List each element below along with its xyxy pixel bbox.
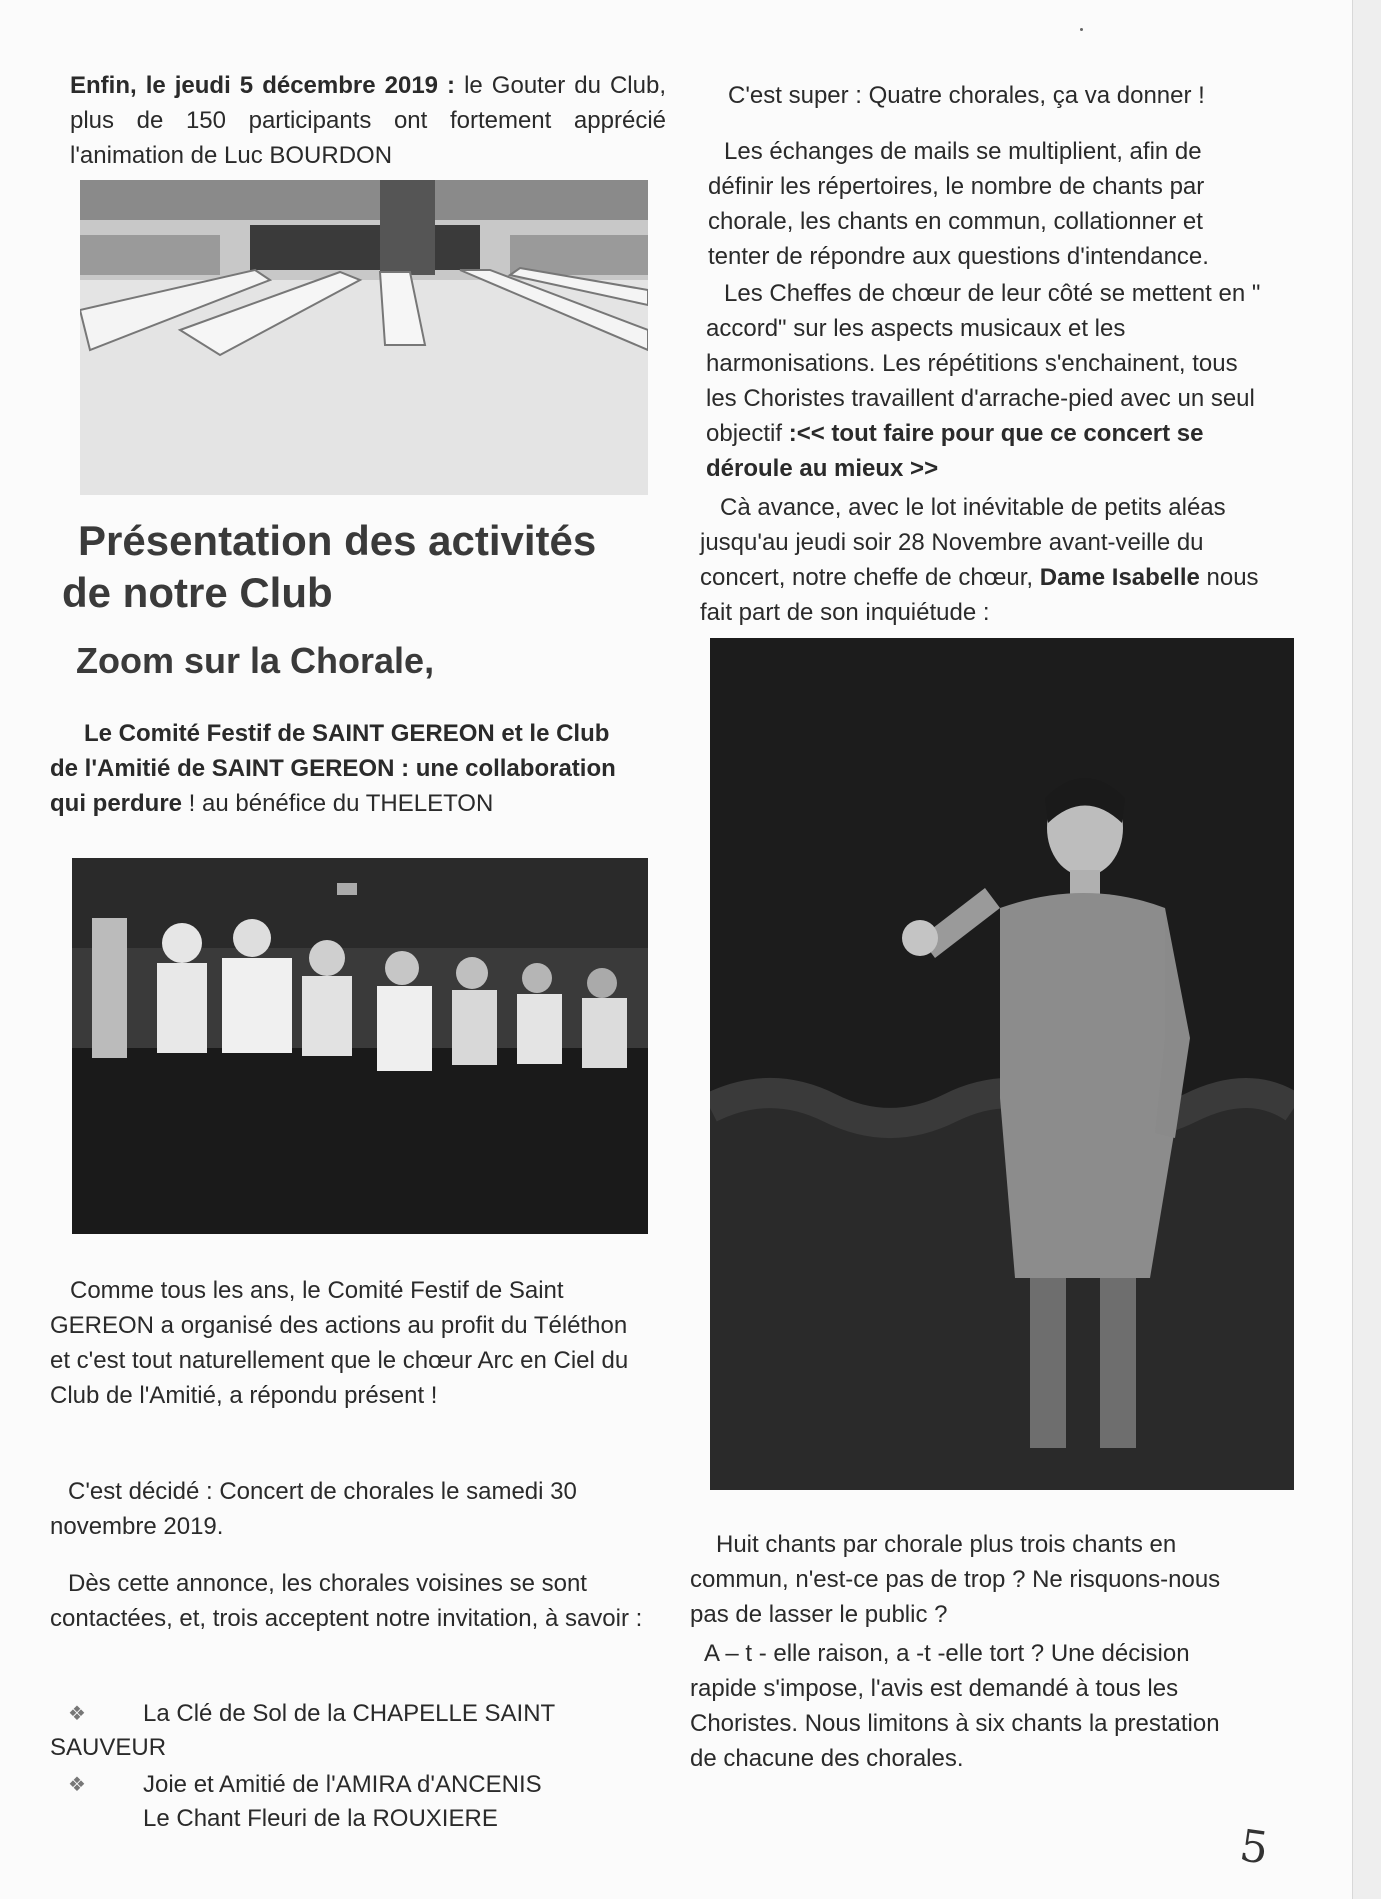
para-avance-bold: Dame Isabelle [1039,564,1200,591]
subtitle: Zoom sur la Chorale, [76,640,435,681]
title-line-1: Présentation des activités [78,517,597,564]
para-avance-text: Cà avance, avec le lot inévitable de petits aléas jusqu'au jeudi soir 28 Novembre avant-veille du concert, notre cheffe de chœur, [700,494,1226,591]
para-cheffes-text: Les Cheffes de chœur de leur côté se mettent en " accord" sur les aspects musicaux et les harmonisations. Les répétitions s'enchainent, tous les Choristes travaillent d'arrache-pied avec un seul objectif [706,280,1261,447]
para-cheffes [706,276,1271,486]
intro-paragraph [50,68,666,173]
collab-text: ! au bénéfice du THELETON [182,790,494,817]
collab-paragraph [50,716,640,821]
para-mails-text: Les échanges de mails se multiplient, afin de définir les répertoires, le nombre de chants par chorale, les chants en commun, collationner et tenter de répondre aux questions d'intendance. [708,138,1209,270]
para-invitation [50,1566,650,1636]
para-avance [700,490,1280,630]
section-title [62,515,596,619]
para-raison-text: A – t - elle raison, a -t -elle tort ? Une décision rapide s'impose, l'avis est demandé à tous les Choristes. Nous limitons à six chants la prestation de chacune des chorales. [690,1640,1220,1772]
choir-photo [72,858,648,1234]
para-mails [708,134,1268,274]
choir-item-1 [50,1697,670,1765]
choir-item-3-text: Le Chant Fleuri de la ROUXIERE [143,1805,498,1832]
para-huit [690,1527,1250,1632]
diamond-bullet-icon: ❖ [68,1774,86,1796]
para-decided-text: C'est décidé : Concert de chorales le samedi 30 novembre 2019. [50,1478,577,1540]
para-telethon [50,1273,650,1413]
title-line-2: de notre Club [62,569,333,616]
conductor-photo [710,638,1294,1490]
para-invitation-text: Dès cette annonce, les chorales voisines se sont contactées, et, trois acceptent notre invitation, à savoir : [50,1570,643,1632]
para-raison [690,1636,1250,1776]
choir-item-2 [50,1768,670,1836]
intro-date: Enfin, le jeudi 5 décembre 2019 : [70,72,456,99]
para-super [690,78,1290,113]
page-number: 5 [1236,1820,1272,1875]
choir-item-2-text: Joie et Amitié de l'AMIRA d'ANCENIS [143,1771,542,1798]
para-super-text: C'est super : Quatre chorales, ça va donner ! [728,82,1205,109]
collab-bold: Le Comité Festif de SAINT GEREON et le Club de l'Amitié de SAINT GEREON : une collaboration qui perdure [50,720,616,817]
para-telethon-text: Comme tous les ans, le Comité Festif de Saint GEREON a organisé des actions au profit du Téléthon et c'est tout naturellement que le chœur Arc en Ciel du Club de l'Amitié, a répondu présent ! [50,1277,629,1409]
para-cheffes-bold: :<< tout faire pour que ce concert se déroule au mieux >> [706,420,1204,482]
hall-photo [80,180,648,495]
choir-item-1-text: La Clé de Sol de la CHAPELLE SAINT SAUVEUR [50,1700,555,1761]
para-avance-end: nous fait part de son inquiétude : [700,564,1259,626]
scan-speck [1080,28,1083,31]
diamond-bullet-icon: ❖ [68,1703,86,1725]
scan-edge [1352,0,1381,1899]
para-huit-text: Huit chants par chorale plus trois chants en commun, n'est-ce pas de trop ? Ne risquons-nous pas de lasser le public ? [690,1531,1221,1628]
para-decided [50,1474,650,1544]
intro-text: le Gouter du Club, plus de 150 participants ont fortement apprécié l'animation de Luc BOURDON [70,72,666,169]
